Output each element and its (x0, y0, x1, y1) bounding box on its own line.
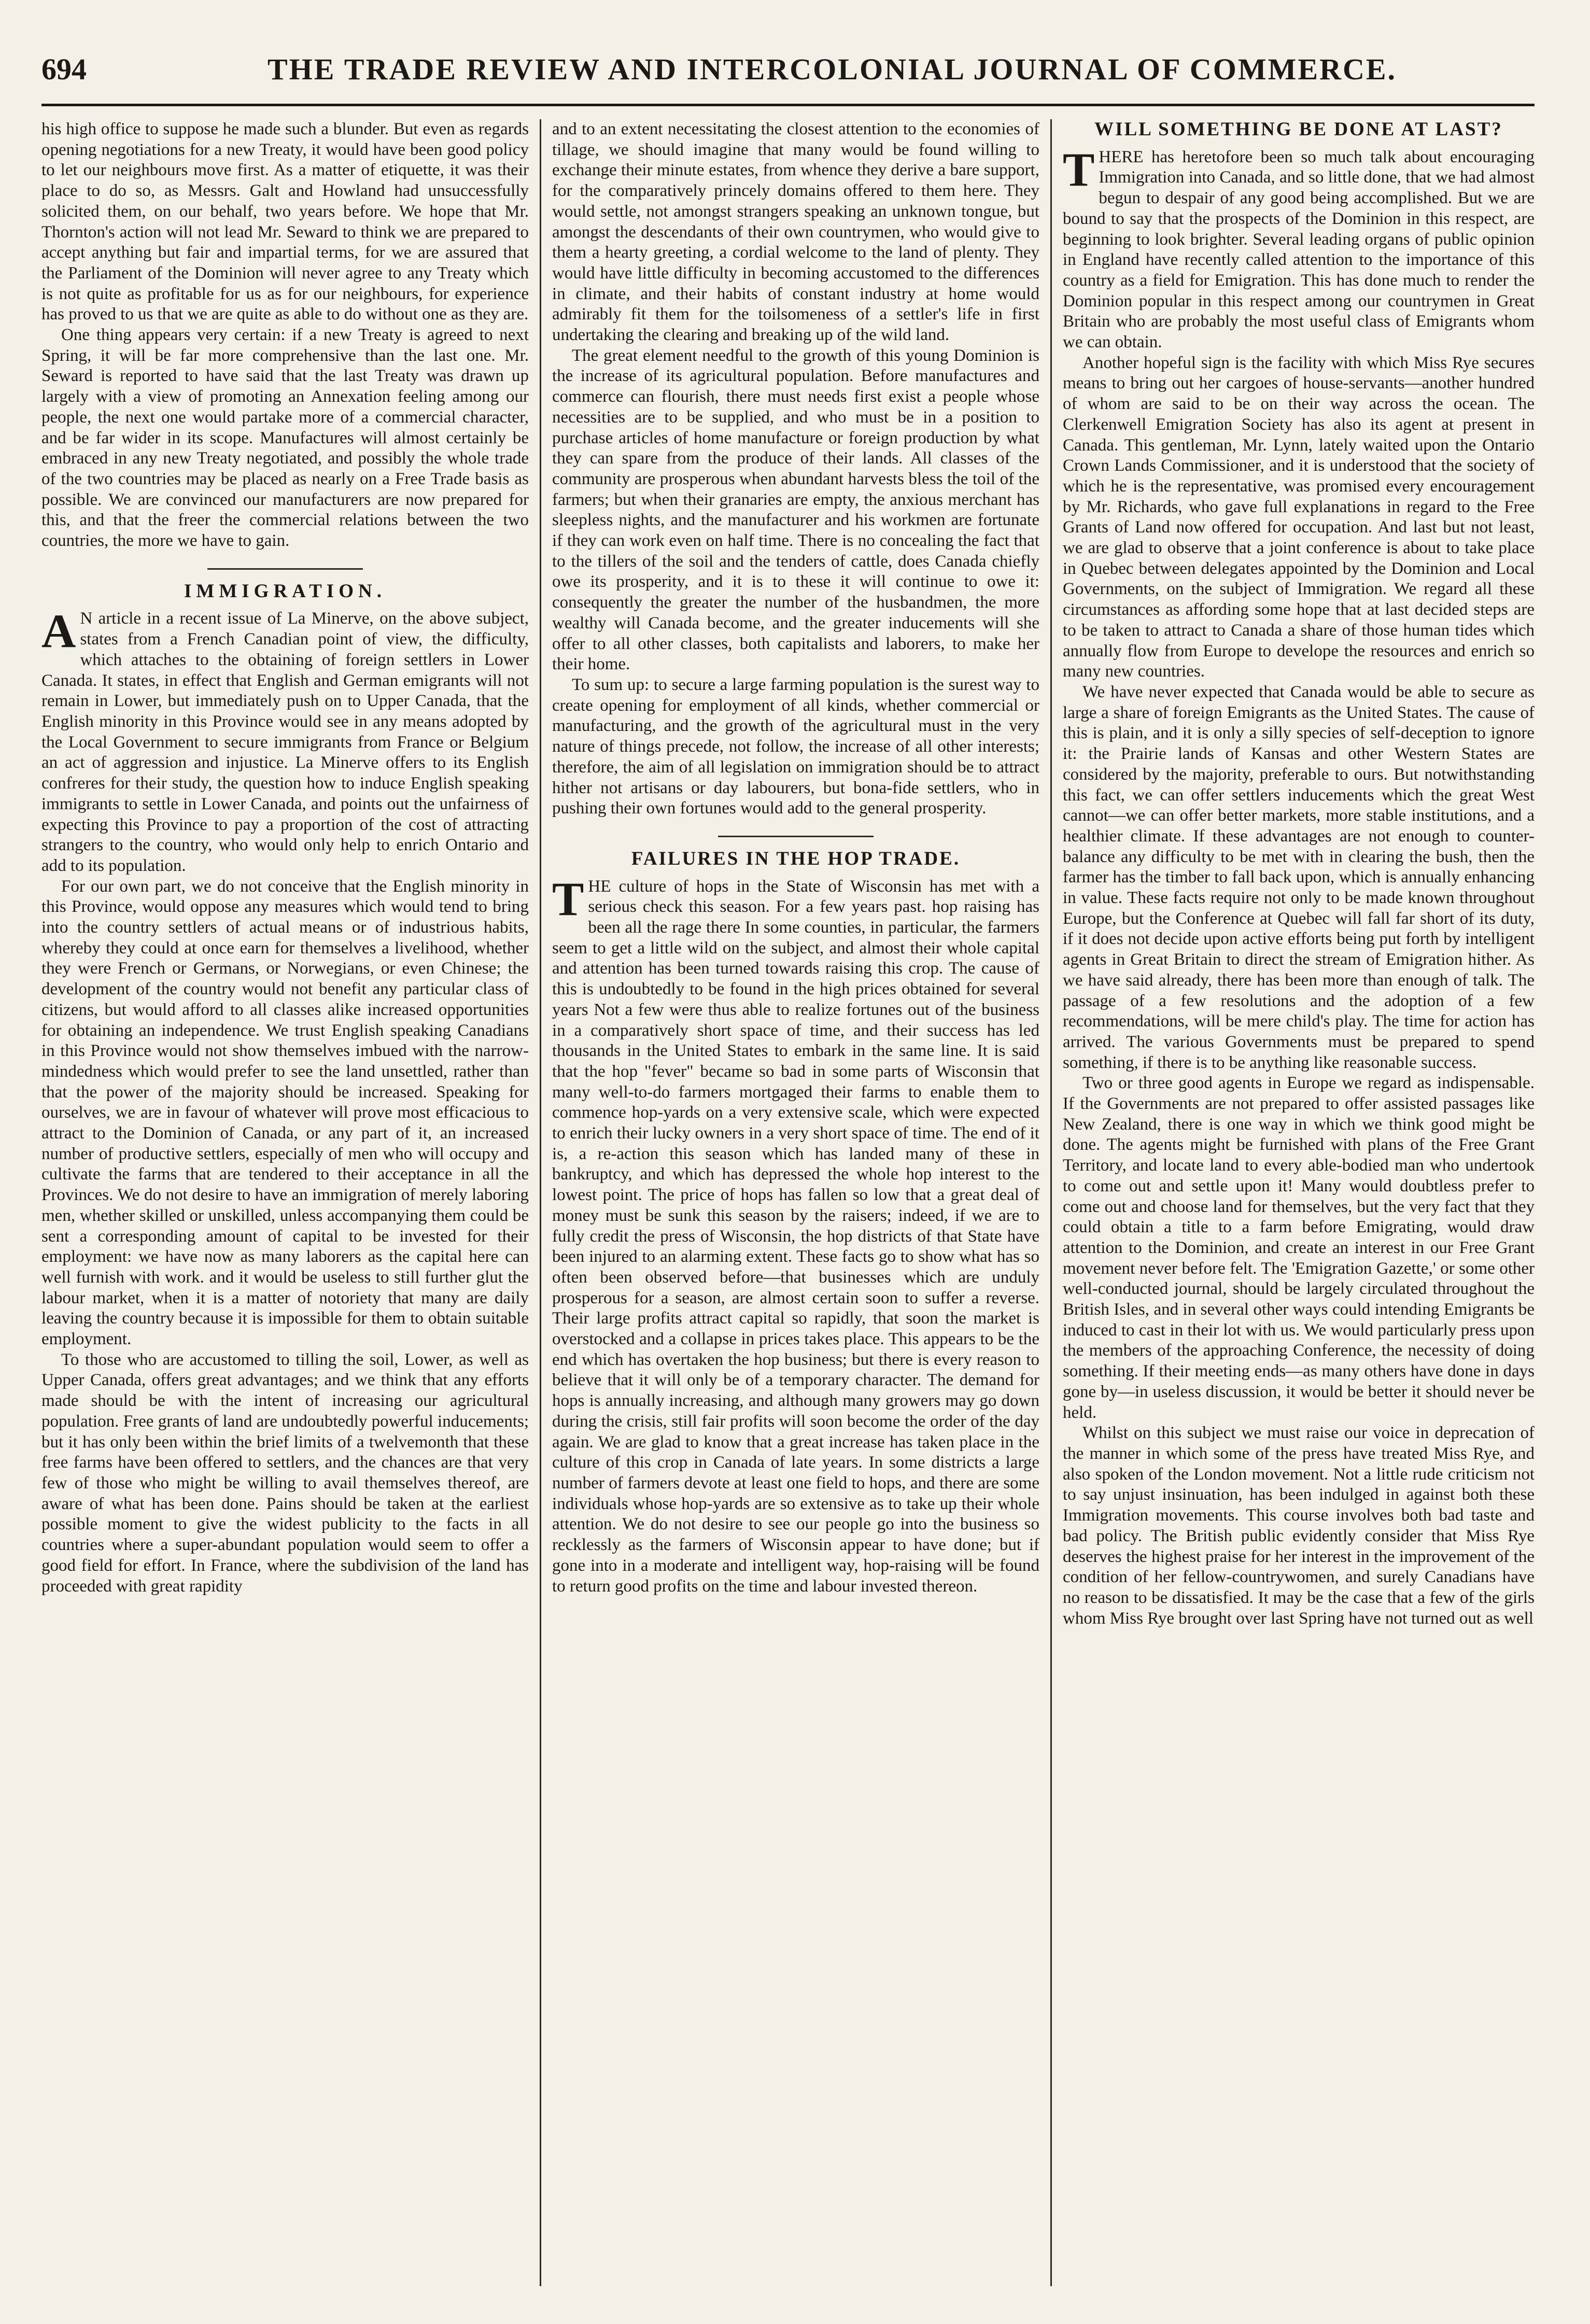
paragraph: The great element needful to the growth of this young Dominion is the increase of its agricultural population. Before manufactures and commerce can flourish, there must needs first exist a people whose necessities are to be supplied, and who must be in a position to purchase articles of home manufacture or foreign production by what they can spare from the produce of their lands. All classes of the community are prosperous when abundant harvests bless the toil of the farmers; but when their granaries are empty, the anxious merchant has sleepless nights, and the manufacturer and his workmen are fortunate if they can work even on half time. There is no concealing the fact that to the tillers of the soil and the tenders of cattle, does Canada chiefly owe its prosperity, and it is to these it will continue to owe it: consequently the greater the number of the husbandmen, the more wealthy will Canada become, and the greater inducements will she offer to all other classes, both capitalists and laborers, to make her their home. (552, 346, 1039, 674)
page-number: 694 (41, 52, 87, 86)
paragraph: Another hopeful sign is the facility with which Miss Rye secures means to bring out her cargoes of house-servants—another hundred of whom are said to be on their way across the ocean. The Clerkenwell Emigration Society has also its agent at present in Canada. This gentleman, Mr. Lynn, lately waited upon the Ontario Crown Lands Commissioner, and it is understood that the society of which he is the representative, was promised every encouragement by Mr. Richards, who gave full explanations in regard to the Free Grants of Land now offered for occupation. And last but not least, we are glad to observe that a joint conference is about to take place in Quebec between delegates appointed by the Dominion and Local Governments, on the subject of Immigration. We regard all these circumstances as affording some hope that at last decided steps are to be taken to attract to Canada a share of those human tides which annually flow from Europe to develope the resources and enrich so many new countries. (1063, 353, 1535, 681)
paragraph (552, 872, 1039, 1597)
paragraph: his high office to suppose he made such a blunder. But even as regards opening negotiations for a new Treaty, it would have been good policy to let our neighbours move first. As a matter of etiquette, it was their place to do so, as Messrs. Galt and Howland had unsuccessfully solicited them, on our behalf, two years before. We hope that Mr. Thornton's action will not lead Mr. Seward to think we are prepared to accept anything but fair and impartial terms, for we are assured that the Parliament of the Dominion will never agree to any Treaty which is not quite as profitable for us as for our neighbours, for experience has proved to us that we are quite as able to do without one as they are. (41, 120, 529, 324)
paragraph: One thing appears very certain: if a new Treaty is agreed to next Spring, it will be far more comprehensive than the last one. Mr. Seward is reported to have said that the last Treaty was drawn up largely with a view of promoting an Annexation feeling among our people, the next one would partake more of a commercial character, and be far wider in its scope. Manufactures will almost certainly be embraced in any new Treaty negotiated, and possibly the whole trade of the two countries may be placed as nearly on a Free Trade basis as possible. We are convinced our manufacturers are now prepared for this, and that the freer the commercial relations between the two countries, the more we have to gain. (41, 326, 529, 551)
journal-title: THE TRADE REVIEW AND INTERCOLONIAL JOURNAL OF COMMERCE. (267, 52, 1397, 86)
paragraph: Two or three good agents in Europe we regard as indispensable. If the Governments are not prepared to offer assisted passages like New Zealand, there is one way in which we think good might be done. The agents might be furnished with plans of the Free Grant Territory, and locate land to every able-bodied man who undertook to come out and settle upon it! Many would doubtless prefer to come out and choose land for themselves, but the very fact that they could obtain a title to a farm before Emigrating, would draw attention to the Dominion, and create an interest in our Free Grant movement never before felt. The 'Emigration Gazette,' or some other well-conducted journal, should be largely circulated throughout the British Isles, and in several other ways could intending Emigrants be induced to cast in their lot with us. We would particularly press upon the members of the approaching Conference, the necessity of doing something. If their meeting ends—as many others have done in days gone by—in useless discussion, it would be better it should never be held. (1063, 1074, 1535, 1422)
article-heading-immigration: IMMIGRATION. (184, 580, 386, 602)
section-rule (718, 836, 874, 837)
paragraph: To sum up: to secure a large farming population is the surest way to create opening for employment of all kinds, whether commercial or manufacturing, and the growth of the agricultural must in the very nature of things precede, not follow, the increase of all other interests; therefore, the aim of all legislation on immigration should be to attract hither not artisans or day labourers, but bona-fide settlers, who in pushing their own fortunes would add to the general prosperity. (552, 675, 1039, 818)
column-1 (41, 119, 529, 2286)
paragraph: To those who are accustomed to tilling the soil, Lower, as well as Upper Canada, offers great advantages; and we think that any efforts made should be with the intent of increasing our agricultural population. Free grants of land are undoubtedly powerful inducements; but it has only been within the brief limits of a twelvemonth that these free farms have been offered to settlers, and the chances are that very few of those who might be willing to avail themselves thereof, are aware of what has been done. Pains should be taken at the earliest possible moment to give the widest publicity to the facts in all countries where a super-abundant population would seem to offer a good field for effort. In France, where the subdivision of the land has proceeded with great rapidity (41, 1350, 529, 1596)
paragraph-text: HE culture of hops in the State of Wisconsin has met with a serious check this season. For a few years past. hop raising has been all the rage there In some counties, in particular, the farmers seem to get a little wild on the subject, and almost their whole capital and attention has been turned towards raising this crop. The cause of this is undoubtedly to be found in the high prices obtained for several years Not a few were thus able to realize fortunes out of the business in a comparatively short space of time, and their success has led thousands in the United States to embark in the same line. It is said that the hop "fever" became so bad in some parts of Wisconsin that many well-to-do farmers mortgaged their farms to enable them to commence hop-yards on a very extensive scale, which were expected to enrich their lucky owners in a very short space of time. The end of it is, a re-action this season which has landed many of these in bankruptcy, and which has depressed the whole hop interest to the lowest point. The price of hops has fallen so low that a great deal of money must be sunk this season by the raisers; indeed, if we are to fully credit the press of Wisconsin, the hop districts of that State have been injured to an alarming extent. These facts go to show what has so often been observed before—that businesses which are unduly prosperous for a season, are almost certain soon to suffer a reverse. Their large profits attract capital so rapidly, that soon the market is overstocked and a collapse in prices takes place. This appears to be the end which has overtaken the hop business; but there is every reason to believe that it will only be of a temporary character. The demand for hops is annually increasing, and although many growers may go down during the crisis, still fair profits will soon become the order of the day again. We are glad to know that a great increase has taken place in the culture of this crop in Canada of late years. In some districts a large number of farmers devote at least one field to hops, and there are some individuals whose hop-yards are so extensive as to take up their whole attention. We do not desire to see our people go into the business so recklessly as the farmers of Wisconsin appear to have done; but if gone into in a moderate and intelligent way, hop-raising will be found to return good profits on the time and labour invested thereon. (552, 877, 1039, 1596)
paragraph (1063, 143, 1535, 353)
column-2 (552, 119, 1039, 2286)
paragraph-text: N article in a recent issue of La Minerve, on the above subject, states from a French Canadian point of view, the difficulty, which attaches to the obtaining of foreign settlers in Lower Canada. It states, in effect that English and German emigrants will not remain in Lower, but immediately push on to Upper Canada, that the English minority in this Province would see in any means adopted by the Local Government to secure immigrants from France or Belgium an act of aggression and injustice. La Minerve offers to its English confreres for their study, the question how to induce English speaking immigrants to settle in Lower Canada, and points out the unfairness of expecting this Province to pay a proportion of the cost of attracting strangers to the country, who would only help to enrich Ontario and add to its population. (41, 609, 529, 875)
article-heading-hop-trade: FAILURES IN THE HOP TRADE. (631, 848, 961, 869)
page-header (41, 52, 1535, 106)
paragraph-text: HERE has heretofore been so much talk about encouraging Immigration into Canada, and so little done, that we had almost begun to despair of any good being accomplished. But we are bound to say that the prospects of the Dominion in this respect, are beginning to look brighter. Several leading organs of public opinion in England have recently called attention to the importance of this country as a field for Emigration. This has done much to render the Dominion popular in this respect among our countrymen in Great Britain who are probably the most useful class of Emigrants whom we can obtain. (1063, 147, 1535, 352)
paragraph: We have never expected that Canada would be able to secure as large a share of foreign Emigrants as the United States. The cause of this is plain, and it is only a silly species of self-deception to ignore it: the Prairie lands of Kansas and other Western States are considered by the majority, preferable to ours. But notwithstanding this fact, we can offer settlers inducements which the great West cannot—we can offer better markets, more stable institutions, and a healthier climate. If these advantages are not enough to counter-balance any difficulty to be met with in clearing the bush, then the farmer has the timber to fall back upon, which is annually enhancing in value. These facts require not only to be made known throughout Europe, but the Conference at Quebec will fall far short of its duty, if it does not decide upon active efforts being put forth by intelligent agents in Great Britain to direct the stream of Emigration hither. As we have said already, there has been more than enough of talk. The passage of a few resolutions and the adoption of a few recommendations, will be mere child's play. The time for action has arrived. The various Governments must be prepared to spend something, if there is to be anything like reasonable success. (1063, 682, 1535, 1072)
drop-cap: T (1063, 143, 1095, 196)
paragraph: and to an extent necessitating the closest attention to the economies of tillage, we should imagine that many would be found willing to exchange their minute estates, from whence they derive a bare support, for the comparatively princely domains offered to them here. They would settle, not amongst strangers speaking an unknown tongue, but amongst the descendants of their own countrymen, who would give to them a hearty greeting, a cordial welcome to the land of plenty. They would have little difficulty in becoming accustomed to the differences in climate, and their habits of constant industry at home would admirably fit them for the toilsomeness of a settler's life in first undertaking the clearing and breaking up of the wild land. (552, 120, 1039, 345)
column-divider (540, 119, 541, 2286)
section-rule (207, 568, 363, 570)
drop-cap: T (552, 872, 584, 925)
article-heading-something-done: WILL SOMETHING BE DONE AT LAST? (1094, 119, 1503, 140)
paragraph: For our own part, we do not conceive that the English minority in this Province, would oppose any measures which would tend to bring into the country settlers of actual means or of industrious habits, whereby they could at once earn for themselves a livelihood, whether they were French or Germans, or Norwegians, or even Chinese; the development of the country would not benefit any particular class of citizens, but would afford to all classes alike increased opportunities for obtaining an independence. We trust English speaking Canadians in this Province would not show themselves imbued with the narrow-mindedness which would prefer to see the land unsettled, rather than that the power of the majority should be increased. Speaking for ourselves, we are in favour of whatever will prove most efficacious to attract to the Dominion of Canada, or any part of it, an increased number of productive settlers, especially of men who will occupy and cultivate the farms that are tendered to their acceptance in all the Provinces. We do not desire to have an immigration of merely laboring men, whether skilled or unskilled, unless accompanying them could be sent a corresponding amount of capital to be invested for their employment: we have now as many laborers as the capital here can well furnish with work. and it would be useless to still further glut the labour market, when it is a matter of notoriety that many are daily leaving the country because it is impossible for them to obtain suitable employment. (41, 877, 529, 1349)
paragraph (41, 604, 529, 876)
column-3 (1063, 119, 1535, 2286)
column-divider (1050, 119, 1052, 2286)
drop-cap: A (41, 604, 76, 658)
paragraph: Whilst on this subject we must raise our voice in deprecation of the manner in which some of the press have treated Miss Rye, and also spoken of the London movement. Not a little rude criticism not to say unjust insinuation, has been indulged in against both these Immigration movements. This course involves both bad taste and bad policy. The British public evidently consider that Miss Rye deserves the highest praise for her interest in the improvement of the condition of her fellow-countrywomen, and surely Canadians have no reason to be dissatisfied. It may be the case that a few of the girls whom Miss Rye brought over last Spring have not turned out as well (1063, 1424, 1535, 1628)
